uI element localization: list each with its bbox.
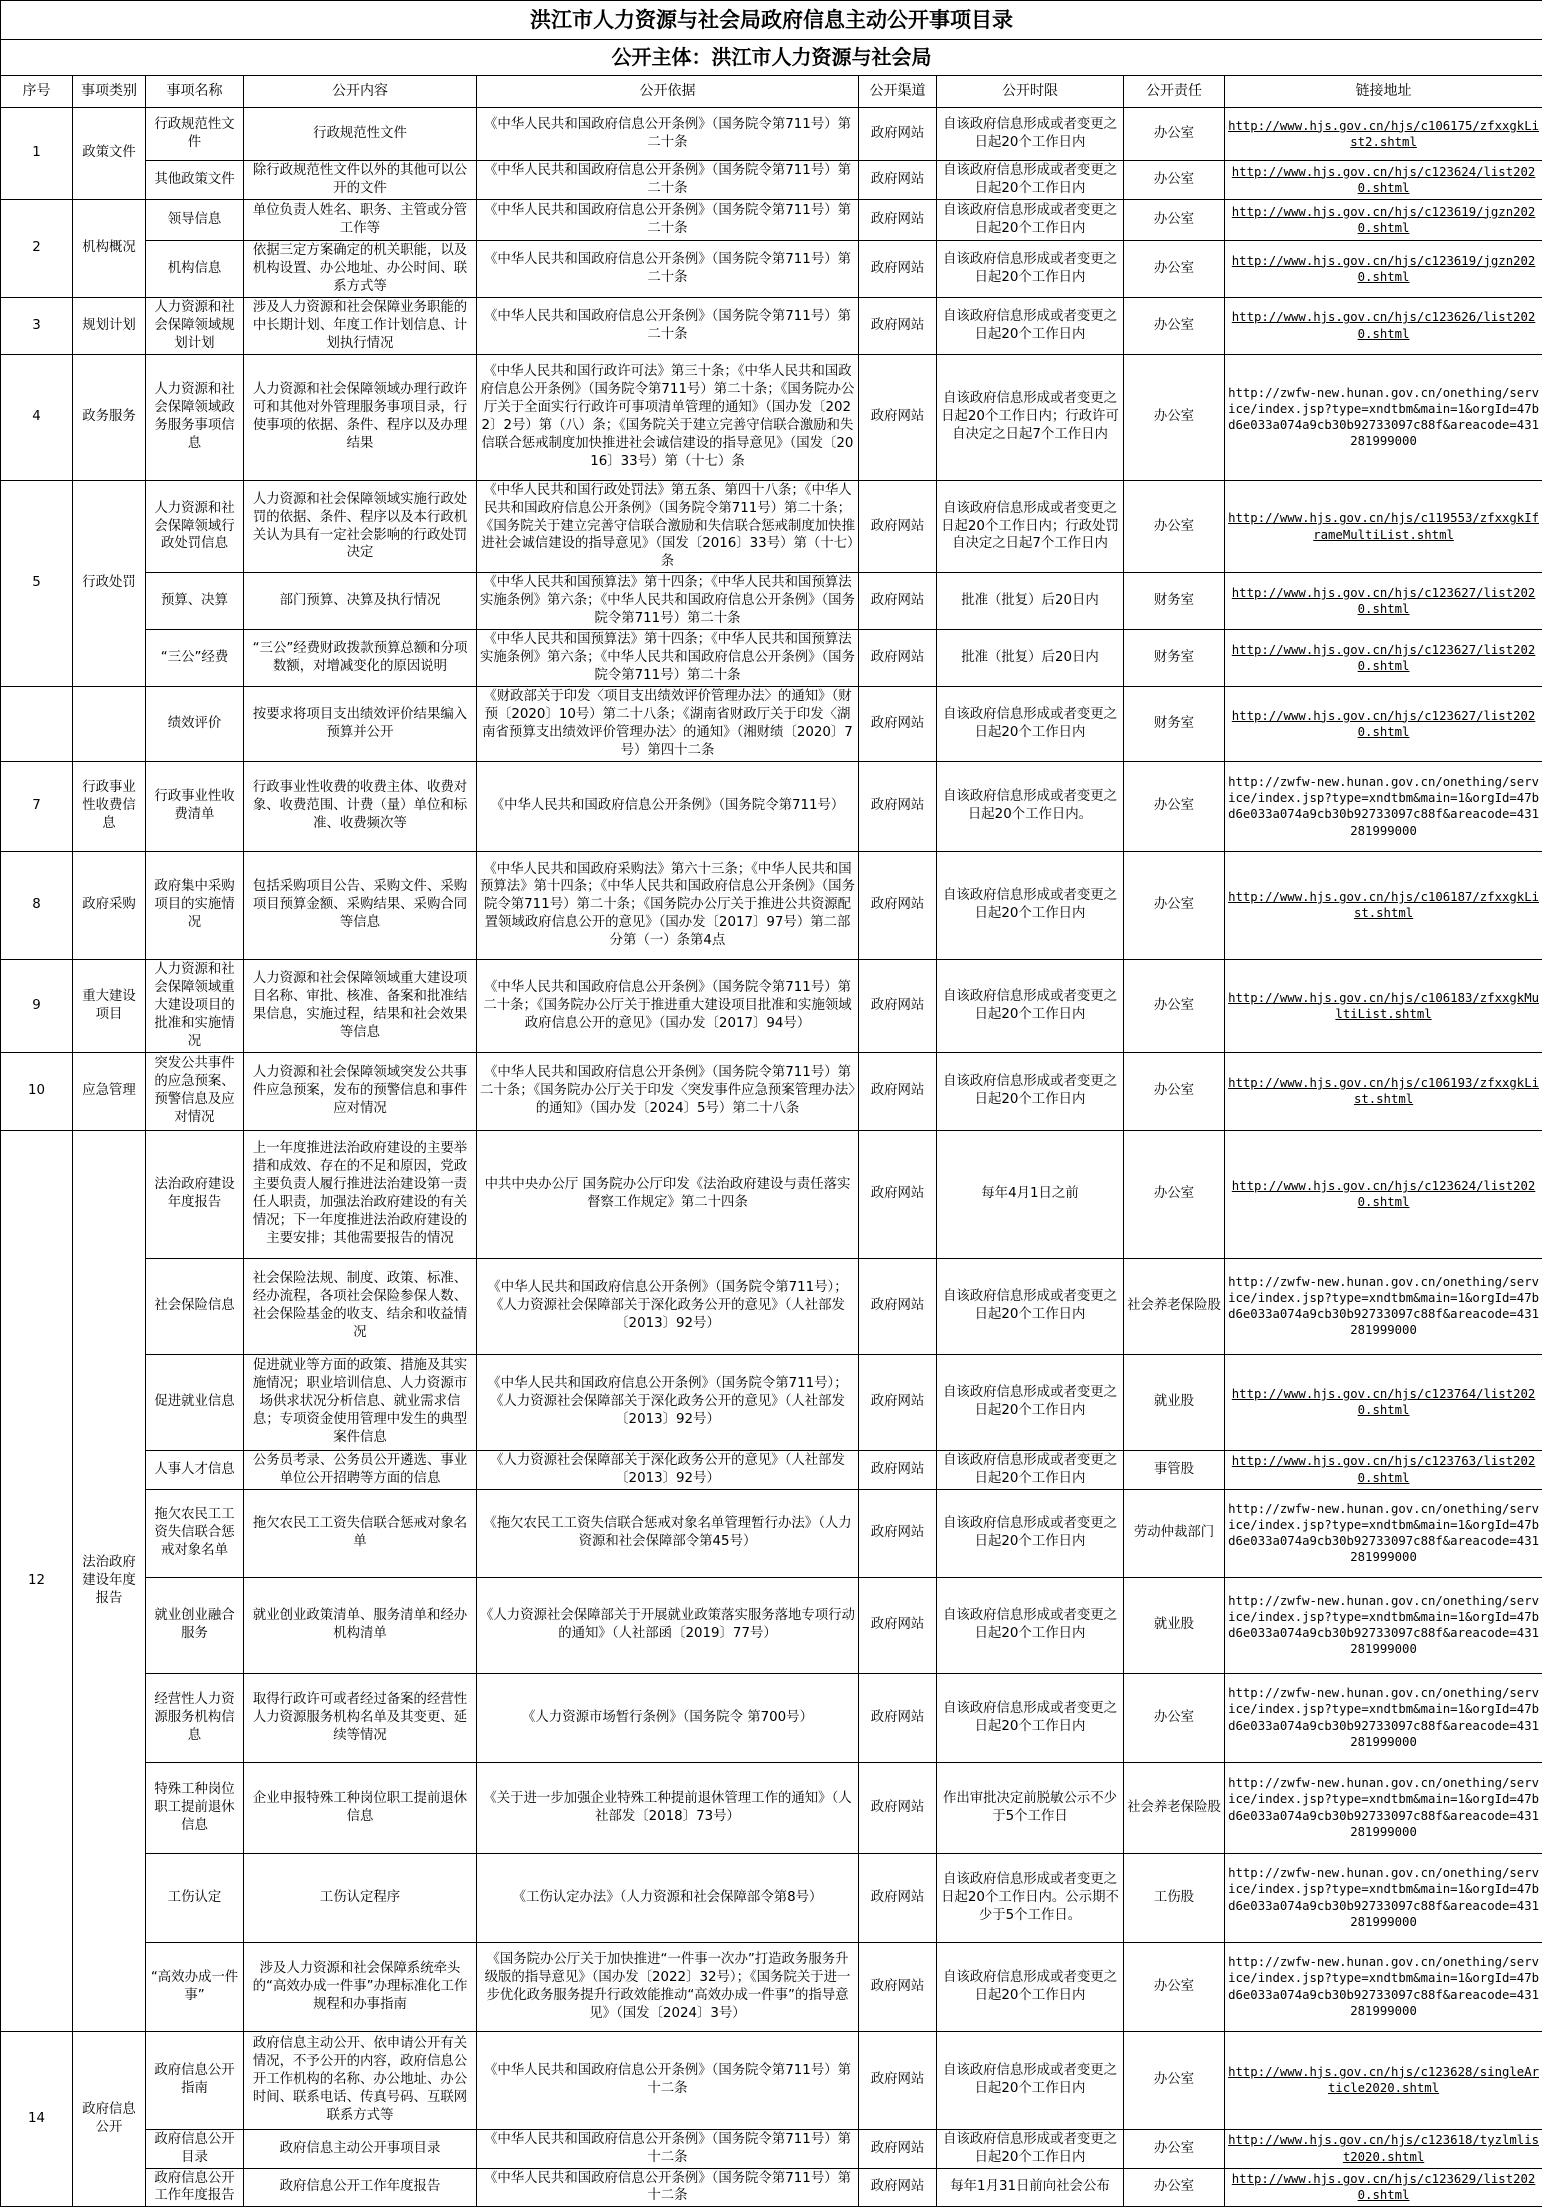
cell-basis: 《中华人民共和国政府信息公开条例》（国务院令第711号）；《人力资源社会保障部关于深化政务公开的意见》（人社部发〔2013〕92号） [477, 1354, 859, 1450]
table-row [1, 1258, 1542, 1354]
cell-channel: 政府网站 [859, 851, 937, 959]
cell-content: 除行政规范性文件以外的其他可以公开的文件 [244, 161, 477, 200]
cell-content: 上一年度推进法治政府建设的主要举措和成效、存在的不足和原因，党政主要负责人履行推进法治建设第一责任人职责，加强法治政府建设的有关情况；下一年度推进法治政府建设的主要安排；其他需要报告的情况 [244, 1130, 477, 1258]
cell-basis: 《中华人民共和国政府采购法》第六十三条；《中华人民共和国预算法》第十四条；《中华人民共和国政府信息公开条例》（国务院令第711号）第二十条；《国务院办公厅关于推进公共资源配置领域政府信息公开的意见》（国办发〔2017〕97号）第二部分第（一）条第4点 [477, 851, 859, 959]
cell-time-limit: 自该政府信息形成或者变更之日起20个工作日内 [937, 1577, 1124, 1673]
cell-time-limit: 自该政府信息形成或者变更之日起20个工作日内；行政处罚自决定之日起7个工作日内 [937, 480, 1124, 573]
table-row [1, 199, 1542, 240]
table-row [1, 1853, 1542, 1942]
cell-responsibility: 办公室 [1124, 297, 1225, 354]
cell-channel: 政府网站 [859, 573, 937, 630]
cell-seq: 10 [1, 1052, 73, 1130]
cell-time-limit: 自该政府信息形成或者变更之日起20个工作日内 [937, 1942, 1124, 2031]
cell-channel: 政府网站 [859, 1258, 937, 1354]
table-row [1, 2129, 1542, 2168]
cell-time-limit: 自该政府信息形成或者变更之日起20个工作日内 [937, 1489, 1124, 1577]
table-row [1, 1673, 1542, 1762]
cell-link[interactable]: http://www.hjs.gov.cn/hjs/c123619/jgzn2020.shtml [1225, 199, 1542, 240]
cell-content: 政府信息主动公开事项目录 [244, 2129, 477, 2168]
cell-basis: 《中华人民共和国政府信息公开条例》（国务院令第711号）第二十条；《国务院办公厅关于印发〈突发事件应急预案管理办法〉的通知》（国办发〔2024〕5号）第二十八条 [477, 1052, 859, 1130]
cell-responsibility: 办公室 [1124, 761, 1225, 851]
cell-link[interactable]: http://www.hjs.gov.cn/hjs/c123618/tyzlmlist2020.shtml [1225, 2129, 1542, 2168]
cell-basis: 《工伤认定办法》（人力资源和社会保障部令第8号） [477, 1853, 859, 1942]
cell-basis: 《人力资源社会保障部关于开展就业政策落实服务落地专项行动的通知》（人社部函〔2019〕77号） [477, 1577, 859, 1673]
cell-link[interactable]: http://www.hjs.gov.cn/hjs/c106183/zfxxgkMultiList.shtml [1225, 959, 1542, 1052]
cell-content: 就业创业政策清单、服务清单和经办机构清单 [244, 1577, 477, 1673]
cell-channel: 政府网站 [859, 199, 937, 240]
table-row [1, 2168, 1542, 2207]
cell-link[interactable]: http://www.hjs.gov.cn/hjs/c123764/list2020.shtml [1225, 1354, 1542, 1450]
cell-time-limit: 自该政府信息形成或者变更之日起20个工作日内 [937, 2031, 1124, 2129]
cell-responsibility: 办公室 [1124, 1052, 1225, 1130]
table-row [1, 1942, 1542, 2031]
cell-item-name: “高效办成一件事” [146, 1942, 244, 2031]
cell-link[interactable]: http://www.hjs.gov.cn/hjs/c123627/list2020.shtml [1225, 630, 1542, 687]
cell-basis: 中共中央办公厅 国务院办公厅印发《法治政府建设与责任落实督察工作规定》第二十四条 [477, 1130, 859, 1258]
cell-seq [1, 687, 73, 762]
cell-content: 单位负责人姓名、职务、主管或分管工作等 [244, 199, 477, 240]
cell-channel: 政府网站 [859, 959, 937, 1052]
cell-channel: 政府网站 [859, 761, 937, 851]
cell-basis: 《中华人民共和国政府信息公开条例》（国务院令第711号）第二十条 [477, 297, 859, 354]
table-row [1, 687, 1542, 762]
table-header-row [1, 76, 1542, 108]
cell-seq: 3 [1, 297, 73, 354]
cell-item-name: 拖欠农民工工资失信联合惩戒对象名单 [146, 1489, 244, 1577]
cell-seq: 1 [1, 108, 73, 200]
cell-basis: 《中华人民共和国预算法》第十四条；《中华人民共和国预算法实施条例》第六条；《中华人民共和国政府信息公开条例》（国务院令第711号）第二十条 [477, 573, 859, 630]
cell-channel: 政府网站 [859, 1354, 937, 1450]
table-row [1, 1762, 1542, 1853]
cell-responsibility: 办公室 [1124, 240, 1225, 297]
cell-time-limit: 作出审批决定前脱敏公示不少于5个工作日 [937, 1762, 1124, 1853]
cell-basis: 《中华人民共和国行政处罚法》第五条、第四十八条；《中华人民共和国政府信息公开条例》（国务院令第711号）第二十条；《国务院关于建立完善守信联合激励和失信联合惩戒制度加快推进社会诚信建设的指导意见》（国发〔2016〕33号）第（十七）条 [477, 480, 859, 573]
cell-content: 人力资源和社会保障领域实施行政处罚的依据、条件、程序以及本行政机关认为具有一定社会影响的行政处罚决定 [244, 480, 477, 573]
cell-responsibility: 就业股 [1124, 1354, 1225, 1450]
cell-category: 重大建设项目 [73, 959, 146, 1052]
cell-responsibility: 办公室 [1124, 2168, 1225, 2207]
cell-basis: 《中华人民共和国政府信息公开条例》（国务院令第711号）第二十条；《国务院办公厅关于推进重大建设项目批准和实施领域政府信息公开的意见》（国办发〔2017〕94号） [477, 959, 859, 1052]
cell-time-limit: 自该政府信息形成或者变更之日起20个工作日内 [937, 161, 1124, 200]
cell-seq: 4 [1, 354, 73, 480]
cell-content: 人力资源和社会保障领域重大建设项目名称、审批、核准、备案和批准结果信息，实施过程，结果和社会效果等信息 [244, 959, 477, 1052]
cell-item-name: 绩效评价 [146, 687, 244, 762]
cell-time-limit: 自该政府信息形成或者变更之日起20个工作日内 [937, 687, 1124, 762]
cell-channel: 政府网站 [859, 1450, 937, 1489]
cell-time-limit: 自该政府信息形成或者变更之日起20个工作日内 [937, 959, 1124, 1052]
cell-category: 政府信息公开 [73, 2031, 146, 2207]
table-row [1, 1489, 1542, 1577]
cell-item-name: 人力资源和社会保障领域规划计划 [146, 297, 244, 354]
cell-item-name: 其他政策文件 [146, 161, 244, 200]
table-row [1, 2031, 1542, 2129]
cell-item-name: 人力资源和社会保障领域重大建设项目的批准和实施情况 [146, 959, 244, 1052]
cell-link[interactable]: http://zwfw-new.hunan.gov.cn/onething/service/index.jsp?type=xndtbm&main=1&orgId=47bd6e033a074a9cb30b92733097c88f&areacode=431281999000 [1225, 1489, 1542, 1577]
cell-responsibility: 办公室 [1124, 161, 1225, 200]
cell-time-limit: 自该政府信息形成或者变更之日起20个工作日内 [937, 1258, 1124, 1354]
header-time-limit: 公开时限 [937, 76, 1124, 108]
cell-category: 政府采购 [73, 851, 146, 959]
cell-time-limit: 自该政府信息形成或者变更之日起20个工作日内 [937, 297, 1124, 354]
cell-link[interactable]: http://zwfw-new.hunan.gov.cn/onething/service/index.jsp?type=xndtbm&main=1&orgId=47bd6e033a074a9cb30b92733097c88f&areacode=431281999000 [1225, 1762, 1542, 1853]
cell-channel: 政府网站 [859, 108, 937, 161]
cell-content: 政府信息公开工作年度报告 [244, 2168, 477, 2207]
cell-responsibility: 财务室 [1124, 630, 1225, 687]
cell-basis: 《拖欠农民工工资失信联合惩戒对象名单管理暂行办法》（人力资源和社会保障部令第45号） [477, 1489, 859, 1577]
cell-link[interactable]: http://www.hjs.gov.cn/hjs/c123628/singleArticle2020.shtml [1225, 2031, 1542, 2129]
header-item-name: 事项名称 [146, 76, 244, 108]
cell-item-name: 突发公共事件的应急预案、预警信息及应对情况 [146, 1052, 244, 1130]
cell-basis: 《人力资源市场暂行条例》（国务院令 第700号） [477, 1673, 859, 1762]
cell-category: 行政事业性收费信息 [73, 761, 146, 851]
cell-content: 按要求将项目支出绩效评价结果编入预算并公开 [244, 687, 477, 762]
cell-item-name: 政府信息公开指南 [146, 2031, 244, 2129]
cell-item-name: 法治政府建设年度报告 [146, 1130, 244, 1258]
cell-time-limit: 自该政府信息形成或者变更之日起20个工作日内。 [937, 761, 1124, 851]
cell-basis: 《人力资源社会保障部关于深化政务公开的意见》（人社部发〔2013〕92号） [477, 1450, 859, 1489]
cell-link[interactable]: http://www.hjs.gov.cn/hjs/c123629/list2020.shtml [1225, 2168, 1542, 2207]
cell-item-name: “三公”经费 [146, 630, 244, 687]
cell-time-limit: 自该政府信息形成或者变更之日起20个工作日内 [937, 1052, 1124, 1130]
cell-time-limit: 自该政府信息形成或者变更之日起20个工作日内 [937, 199, 1124, 240]
cell-content: 涉及人力资源和社会保障系统牵头的“高效办成一件事”办理标准化工作规程和办事指南 [244, 1942, 477, 2031]
page-title: 洪江市人力资源与社会局政府信息主动公开事项目录 [1, 1, 1542, 40]
cell-link[interactable]: http://zwfw-new.hunan.gov.cn/onething/service/index.jsp?type=xndtbm&main=1&orgId=47bd6e033a074a9cb30b92733097c88f&areacode=431281999000 [1225, 1853, 1542, 1942]
table-row [1, 1354, 1542, 1450]
cell-seq: 5 [1, 480, 73, 686]
cell-basis: 《中华人民共和国政府信息公开条例》（国务院令第711号）第二十条 [477, 108, 859, 161]
cell-item-name: 预算、决算 [146, 573, 244, 630]
cell-responsibility: 办公室 [1124, 354, 1225, 480]
cell-responsibility: 办公室 [1124, 108, 1225, 161]
cell-time-limit: 自该政府信息形成或者变更之日起20个工作日内。公示期不少于5个工作日。 [937, 1853, 1124, 1942]
header-channel: 公开渠道 [859, 76, 937, 108]
cell-item-name: 机构信息 [146, 240, 244, 297]
cell-link[interactable]: http://zwfw-new.hunan.gov.cn/onething/service/index.jsp?type=xndtbm&main=1&orgId=47bd6e033a074a9cb30b92733097c88f&areacode=431281999000 [1225, 1577, 1542, 1673]
cell-link[interactable]: http://www.hjs.gov.cn/hjs/c123619/jgzn2020.shtml [1225, 240, 1542, 297]
cell-basis: 《中华人民共和国政府信息公开条例》（国务院令第711号）第十二条 [477, 2129, 859, 2168]
cell-content: 部门预算、决算及执行情况 [244, 573, 477, 630]
cell-basis: 《中华人民共和国政府信息公开条例》（国务院令第711号）第十二条 [477, 2031, 859, 2129]
cell-channel: 政府网站 [859, 2129, 937, 2168]
cell-link[interactable]: http://www.hjs.gov.cn/hjs/c123626/list2020.shtml [1225, 297, 1542, 354]
table-row [1, 761, 1542, 851]
cell-time-limit: 自该政府信息形成或者变更之日起20个工作日内；行政许可自决定之日起7个工作日内 [937, 354, 1124, 480]
cell-responsibility: 劳动仲裁部门 [1124, 1489, 1225, 1577]
cell-link[interactable]: http://zwfw-new.hunan.gov.cn/onething/service/index.jsp?type=xndtbm&main=1&orgId=47bd6e033a074a9cb30b92733097c88f&areacode=431281999000 [1225, 761, 1542, 851]
cell-item-name: 社会保险信息 [146, 1258, 244, 1354]
cell-content: 取得行政许可或者经过备案的经营性人力资源服务机构名单及其变更、延续等情况 [244, 1673, 477, 1762]
cell-item-name: 经营性人力资源服务机构信息 [146, 1673, 244, 1762]
table-row [1, 108, 1542, 161]
cell-responsibility: 办公室 [1124, 959, 1225, 1052]
cell-responsibility: 办公室 [1124, 1942, 1225, 2031]
cell-responsibility: 财务室 [1124, 687, 1225, 762]
cell-content: 行政规范性文件 [244, 108, 477, 161]
cell-channel: 政府网站 [859, 2031, 937, 2129]
cell-seq: 7 [1, 761, 73, 851]
cell-responsibility: 社会养老保险股 [1124, 1762, 1225, 1853]
cell-content: 企业申报特殊工种岗位职工提前退休信息 [244, 1762, 477, 1853]
cell-content: 涉及人力资源和社会保障业务职能的中长期计划、年度工作计划信息、计划执行情况 [244, 297, 477, 354]
header-responsibility: 公开责任 [1124, 76, 1225, 108]
cell-channel: 政府网站 [859, 1853, 937, 1942]
cell-responsibility: 办公室 [1124, 1130, 1225, 1258]
cell-link[interactable]: http://www.hjs.gov.cn/hjs/c123624/list2020.shtml [1225, 1130, 1542, 1258]
cell-category: 行政处罚 [73, 480, 146, 686]
table-row [1, 1052, 1542, 1130]
cell-content: 人力资源和社会保障领域突发公共事件应急预案，发布的预警信息和事件应对情况 [244, 1052, 477, 1130]
cell-link[interactable]: http://www.hjs.gov.cn/hjs/c123627/list2020.shtml [1225, 687, 1542, 762]
cell-basis: 《中华人民共和国预算法》第十四条；《中华人民共和国预算法实施条例》第六条；《中华人民共和国政府信息公开条例》（国务院令第711号）第二十条 [477, 630, 859, 687]
table-row [1, 240, 1542, 297]
cell-responsibility: 就业股 [1124, 1577, 1225, 1673]
cell-link[interactable]: http://zwfw-new.hunan.gov.cn/onething/service/index.jsp?type=xndtbm&main=1&orgId=47bd6e033a074a9cb30b92733097c88f&areacode=431281999000 [1225, 1673, 1542, 1762]
cell-channel: 政府网站 [859, 1577, 937, 1673]
cell-basis: 《中华人民共和国政府信息公开条例》（国务院令第711号） [477, 761, 859, 851]
cell-item-name: 政府信息公开工作年度报告 [146, 2168, 244, 2207]
cell-responsibility: 办公室 [1124, 2031, 1225, 2129]
cell-channel: 政府网站 [859, 1052, 937, 1130]
table-row [1, 1450, 1542, 1489]
table-row [1, 959, 1542, 1052]
table-row [1, 161, 1542, 200]
cell-channel: 政府网站 [859, 630, 937, 687]
cell-item-name: 就业创业融合服务 [146, 1577, 244, 1673]
table-row [1, 1577, 1542, 1673]
table-row [1, 480, 1542, 573]
cell-responsibility: 办公室 [1124, 2129, 1225, 2168]
cell-time-limit: 每年1月31日前向社会公布 [937, 2168, 1124, 2207]
cell-link[interactable]: http://www.hjs.gov.cn/hjs/c106175/zfxxgkList2.shtml [1225, 108, 1542, 161]
cell-content: 政府信息主动公开、依申请公开有关情况，不予公开的内容，政府信息公开工作机构的名称、办公地址、办公时间、联系电话、传真号码、互联网联系方式等 [244, 2031, 477, 2129]
cell-link[interactable]: http://www.hjs.gov.cn/hjs/c123624/list2020.shtml [1225, 161, 1542, 200]
cell-channel: 政府网站 [859, 687, 937, 762]
cell-category: 法治政府建设年度报告 [73, 1130, 146, 2031]
cell-responsibility: 办公室 [1124, 199, 1225, 240]
cell-time-limit: 自该政府信息形成或者变更之日起20个工作日内 [937, 1673, 1124, 1762]
cell-responsibility: 工伤股 [1124, 1853, 1225, 1942]
cell-basis: 《中华人民共和国政府信息公开条例》（国务院令第711号）第二十条 [477, 161, 859, 200]
cell-category: 应急管理 [73, 1052, 146, 1130]
cell-basis: 《中华人民共和国政府信息公开条例》（国务院令第711号）第二十条 [477, 240, 859, 297]
cell-time-limit: 自该政府信息形成或者变更之日起20个工作日内 [937, 1354, 1124, 1450]
cell-seq: 9 [1, 959, 73, 1052]
cell-seq: 14 [1, 2031, 73, 2207]
cell-category: 机构概况 [73, 199, 146, 297]
cell-basis: 《中华人民共和国行政许可法》第三十条；《中华人民共和国政府信息公开条例》（国务院令第711号）第二十条；《国务院办公厅关于全面实行行政许可事项清单管理的通知》（国办发〔2022〕2号）第（八）条；《国务院关于建立完善守信联合激励和失信联合惩戒制度加快推进社会诚信建设的指导意见》（国发〔2016〕33号）第（十七）条 [477, 354, 859, 480]
header-content: 公开内容 [244, 76, 477, 108]
cell-channel: 政府网站 [859, 2168, 937, 2207]
cell-item-name: 领导信息 [146, 199, 244, 240]
table-row [1, 354, 1542, 480]
cell-category: 政务服务 [73, 354, 146, 480]
cell-basis: 《财政部关于印发〈项目支出绩效评价管理办法〉的通知》（财预〔2020〕10号）第二十八条；《湖南省财政厅关于印发〈湖南省预算支出绩效评价管理办法〉的通知》（湘财绩〔2020〕7号）第四十二条 [477, 687, 859, 762]
cell-category: 政策文件 [73, 108, 146, 200]
cell-basis: 《国务院办公厅关于加快推进“一件事一次办”打造政务服务升级版的指导意见》（国办发〔2022〕32号）；《国务院关于进一步优化政务服务提升行政效能推动“高效办成一件事”的指导意见》（国发〔2024〕3号） [477, 1942, 859, 2031]
cell-time-limit: 自该政府信息形成或者变更之日起20个工作日内 [937, 108, 1124, 161]
cell-category [73, 687, 146, 762]
cell-basis: 《关于进一步加强企业特殊工种提前退休管理工作的通知》（人社部发〔2018〕73号） [477, 1762, 859, 1853]
cell-seq: 8 [1, 851, 73, 959]
header-link: 链接地址 [1225, 76, 1542, 108]
cell-time-limit: 自该政府信息形成或者变更之日起20个工作日内 [937, 240, 1124, 297]
cell-category: 规划计划 [73, 297, 146, 354]
cell-item-name: 行政规范性文件 [146, 108, 244, 161]
header-basis: 公开依据 [477, 76, 859, 108]
cell-link[interactable]: http://www.hjs.gov.cn/hjs/c106187/zfxxgkList.shtml [1225, 851, 1542, 959]
cell-content: 拖欠农民工工资失信联合惩戒对象名单 [244, 1489, 477, 1577]
header-category: 事项类别 [73, 76, 146, 108]
cell-item-name: 工伤认定 [146, 1853, 244, 1942]
cell-item-name: 人力资源和社会保障领域政务服务事项信息 [146, 354, 244, 480]
table-row [1, 630, 1542, 687]
cell-link[interactable]: http://www.hjs.gov.cn/hjs/c123627/list2020.shtml [1225, 573, 1542, 630]
cell-channel: 政府网站 [859, 297, 937, 354]
cell-content: 促进就业等方面的政策、措施及其实施情况；职业培训信息、人力资源市场供求状况分析信息、就业需求信息；专项资金使用管理中发生的典型案件信息 [244, 1354, 477, 1450]
cell-link[interactable]: http://zwfw-new.hunan.gov.cn/onething/service/index.jsp?type=xndtbm&main=1&orgId=47bd6e033a074a9cb30b92733097c88f&areacode=431281999000 [1225, 354, 1542, 480]
cell-link[interactable]: http://www.hjs.gov.cn/hjs/c106193/zfxxgkList.shtml [1225, 1052, 1542, 1130]
cell-content: “三公”经费财政拨款预算总额和分项数额，对增减变化的原因说明 [244, 630, 477, 687]
cell-channel: 政府网站 [859, 1942, 937, 2031]
cell-item-name: 人力资源和社会保障领域行政处罚信息 [146, 480, 244, 573]
cell-basis: 《中华人民共和国政府信息公开条例》（国务院令第711号）第二十条 [477, 199, 859, 240]
cell-seq: 2 [1, 199, 73, 297]
cell-time-limit: 批准（批复）后20日内 [937, 630, 1124, 687]
cell-basis: 《中华人民共和国政府信息公开条例》（国务院令第711号）；《人力资源社会保障部关于深化政务公开的意见》（人社部发〔2013〕92号） [477, 1258, 859, 1354]
cell-item-name: 促进就业信息 [146, 1354, 244, 1450]
cell-basis: 《中华人民共和国政府信息公开条例》（国务院令第711号）第十二条 [477, 2168, 859, 2207]
table-row [1, 573, 1542, 630]
cell-channel: 政府网站 [859, 1489, 937, 1577]
cell-channel: 政府网站 [859, 1762, 937, 1853]
cell-content: 公务员考录、公务员公开遴选、事业单位公开招聘等方面的信息 [244, 1450, 477, 1489]
cell-responsibility: 办公室 [1124, 480, 1225, 573]
cell-content: 人力资源和社会保障领域办理行政许可和其他对外管理服务事项目录，行使事项的依据、条件、程序以及办理结果 [244, 354, 477, 480]
cell-channel: 政府网站 [859, 240, 937, 297]
cell-link[interactable]: http://www.hjs.gov.cn/hjs/c119553/zfxxgkIframeMultiList.shtml [1225, 480, 1542, 573]
cell-content: 行政事业性收费的收费主体、收费对象、收费范围、计费（量）单位和标准、收费频次等 [244, 761, 477, 851]
cell-channel: 政府网站 [859, 480, 937, 573]
cell-link[interactable]: http://www.hjs.gov.cn/hjs/c123763/list2020.shtml [1225, 1450, 1542, 1489]
table-row [1, 851, 1542, 959]
cell-content: 依据三定方案确定的机关职能，以及机构设置、办公地址、办公时间、联系方式等 [244, 240, 477, 297]
page-subtitle: 公开主体：洪江市人力资源与社会局 [1, 40, 1542, 76]
cell-channel: 政府网站 [859, 354, 937, 480]
cell-content: 包括采购项目公告、采购文件、采购项目预算金额、采购结果、采购合同等信息 [244, 851, 477, 959]
cell-time-limit: 自该政府信息形成或者变更之日起20个工作日内 [937, 851, 1124, 959]
cell-channel: 政府网站 [859, 161, 937, 200]
cell-responsibility: 财务室 [1124, 573, 1225, 630]
cell-link[interactable]: http://zwfw-new.hunan.gov.cn/onething/service/index.jsp?type=xndtbm&main=1&orgId=47bd6e033a074a9cb30b92733097c88f&areacode=431281999000 [1225, 1258, 1542, 1354]
cell-channel: 政府网站 [859, 1130, 937, 1258]
cell-responsibility: 事管股 [1124, 1450, 1225, 1489]
cell-time-limit: 自该政府信息形成或者变更之日起20个工作日内 [937, 2129, 1124, 2168]
cell-responsibility: 办公室 [1124, 1673, 1225, 1762]
cell-time-limit: 自该政府信息形成或者变更之日起20个工作日内 [937, 1450, 1124, 1489]
cell-channel: 政府网站 [859, 1673, 937, 1762]
cell-content: 社会保险法规、制度、政策、标准、经办流程，各项社会保险参保人数、社会保险基金的收支、结余和收益情况 [244, 1258, 477, 1354]
cell-time-limit: 批准（批复）后20日内 [937, 573, 1124, 630]
cell-item-name: 政府信息公开目录 [146, 2129, 244, 2168]
cell-link[interactable]: http://zwfw-new.hunan.gov.cn/onething/service/index.jsp?type=xndtbm&main=1&orgId=47bd6e033a074a9cb30b92733097c88f&areacode=431281999000 [1225, 1942, 1542, 2031]
table-row [1, 1130, 1542, 1258]
cell-responsibility: 社会养老保险股 [1124, 1258, 1225, 1354]
cell-seq: 12 [1, 1130, 73, 2031]
cell-item-name: 特殊工种岗位职工提前退休信息 [146, 1762, 244, 1853]
cell-item-name: 人事人才信息 [146, 1450, 244, 1489]
cell-time-limit: 每年4月1日之前 [937, 1130, 1124, 1258]
cell-item-name: 行政事业性收费清单 [146, 761, 244, 851]
cell-item-name: 政府集中采购项目的实施情况 [146, 851, 244, 959]
cell-content: 工伤认定程序 [244, 1853, 477, 1942]
header-seq: 序号 [1, 76, 73, 108]
table-row [1, 297, 1542, 354]
cell-responsibility: 办公室 [1124, 851, 1225, 959]
